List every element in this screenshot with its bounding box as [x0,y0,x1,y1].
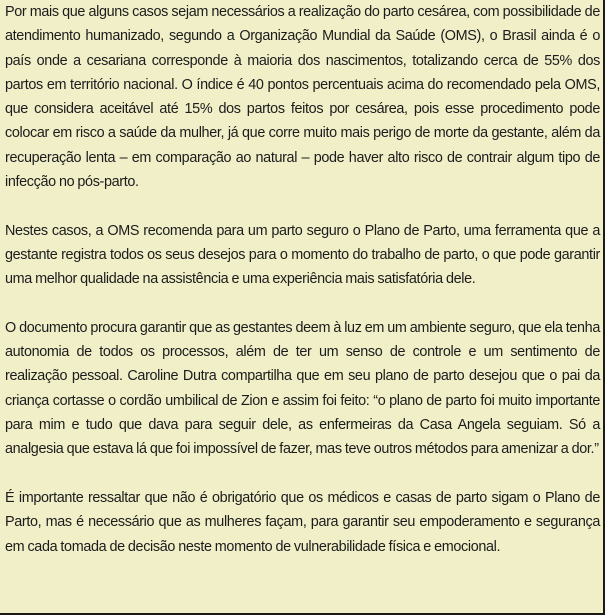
article-body [5,0,600,583]
paragraph-document-testimony: O documento procura garantir que as gestantes deem à luz em um ambiente seguro, que ela tenha autonomia de todos os processos, além de ter um senso de controle e um sentimento de realização pessoal. Caroline Dutra compartilha que em seu plano de parto desejou que o pai da criança cortasse o cordão umbilical de Zion e assim foi feito: “o plano de parto foi muito importante para mim e tudo que dava para seguir dele, as enfermeiras da Casa Angela seguiam. Só a analgesia que estava lá que foi impossível de fazer, mas teve outros métodos para amenizar a dor.” [5,319,600,458]
paragraph-closing-note: É importante ressaltar que não é obrigatório que os médicos e casas de parto sigam o Plano de Parto, mas é necessário que as mulheres façam, para garantir seu empoderamento e segurança em cada tomada de decisão neste momento de vulnerabilidade física e emocional. [5,489,600,555]
paragraph-cesarean-statistics: Por mais que alguns casos sejam necessários a realização do parto cesárea, com possibilidade de atendimento humanizado, segundo a Organização Mundial da Saúde (OMS), o Brasil ainda é o país onde a cesariana corresponde à maioria dos nascimentos, totalizando cerca de 55% dos partos em território nacional. O índice é 40 pontos percentuais acima do recomendado pela OMS, que considera aceitável até 15% dos partos feitos por cesárea, pois esse procedimento pode colocar em risco a saúde da mulher, já que corre muito mais perigo de morte da gestante, além da recuperação lenta – em comparação ao natural – pode haver alto risco de contrair algum tipo de infecção no pós-parto. [5,4,600,191]
paragraph-birth-plan: Nestes casos, a OMS recomenda para um parto seguro o Plano de Parto, uma ferramenta que a gestante registra todos os seus desejos para o momento do trabalho de parto, o que pode garantir uma melhor qualidade na assistência e uma experiência mais satisfatória dele. [5,222,600,288]
